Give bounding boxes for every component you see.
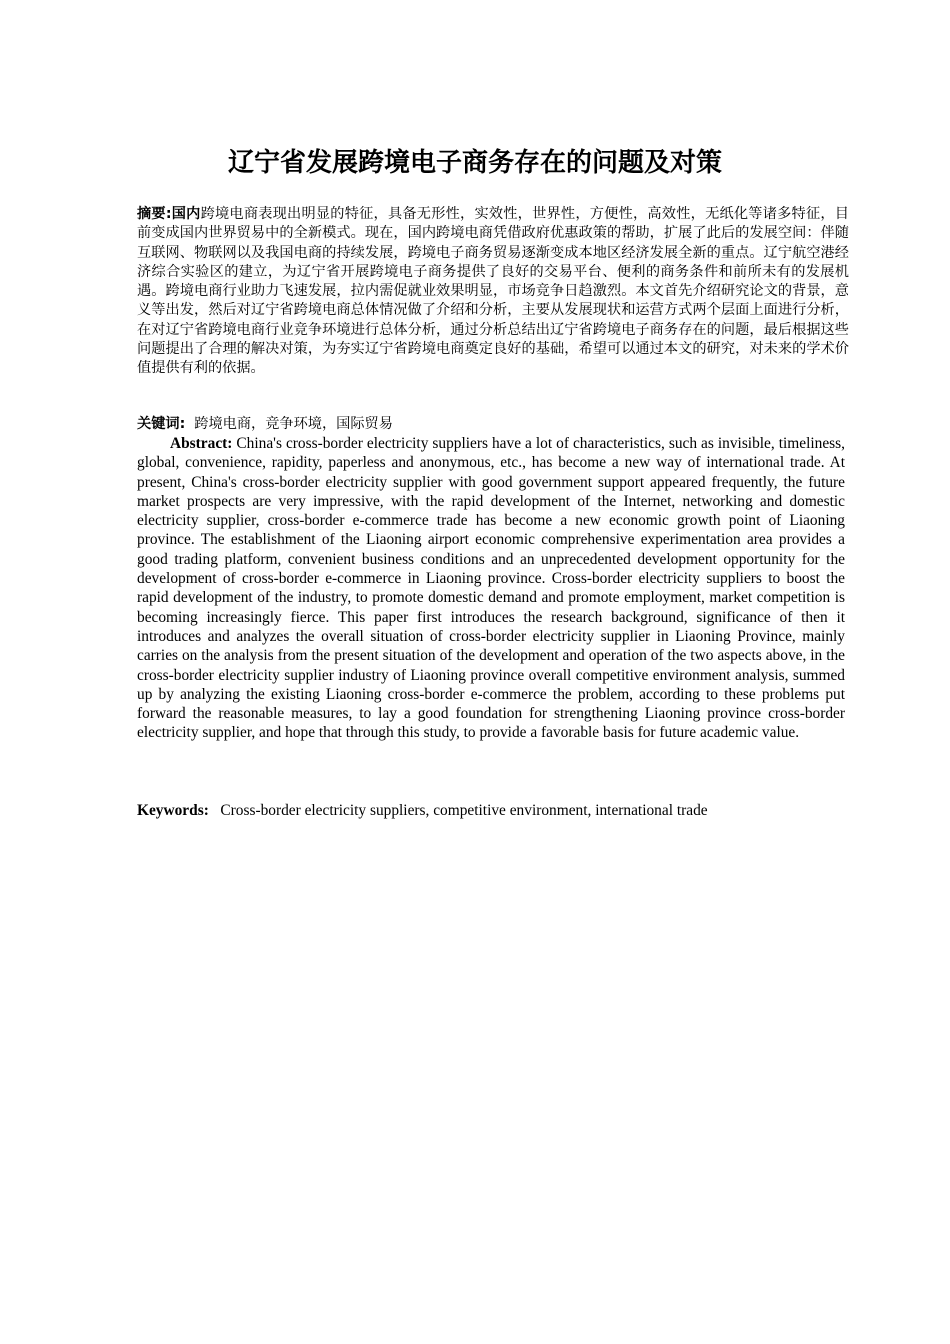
chinese-abstract-body: 跨境电商表现出明显的特征，具备无形性，实效性，世界性，方便性，高效性，无纸化等诸多特征，目前变成国内世界贸易中的全新模式。现在，国内跨境电商凭借政府优惠政策的帮助，扩展了此后的发展空间：伴随互联网、物联网以及我国电商的持续发展，跨境电子商务贸易逐渐变成本地区经济发展全新的重点。辽宁航空港经济综合实验区的建立，为辽宁省开展跨境电子商务提供了良好的交易平台、便利的商务条件和前所未有的发展机遇。跨境电商行业助力飞速发展，拉内需促就业效果明显，市场竞争日趋激烈。本文首先介绍研究论文的背景，意义等出发，然后对辽宁省跨境电商总体情况做了介绍和分析，主要从发展现状和运营方式两个层面上面进行分析，在对辽宁省跨境电商行业竞争环境进行总体分析，通过分析总结出辽宁省跨境电子商务存在的问题，最后根据这些问题提出了合理的解决对策，为夯实辽宁省跨境电商奠定良好的基础，希望可以通过本文的研究，对未来的学术价值提供有利的依据。 [137, 206, 849, 377]
chinese-abstract-lead: 国内 [171, 206, 201, 222]
english-keywords-body: Cross-border electricity suppliers, competitive environment, international trade [220, 802, 708, 819]
chinese-abstract-label: 摘要: [137, 206, 172, 222]
english-keywords-label: Keywords: [137, 802, 209, 819]
english-abstract-label: Abstract: [170, 435, 233, 452]
english-keywords [137, 801, 849, 821]
chinese-keywords [137, 414, 849, 434]
chinese-keywords-body: 跨境电商，竞争环境，国际贸易 [194, 416, 393, 432]
page-title: 辽宁省发展跨境电子商务存在的问题及对策 [227, 148, 722, 178]
english-abstract-body: China's cross-border electricity suppliers have a lot of characteristics, such as invisible, timeliness, global, convenience, rapidity, paperless and anonymous, etc., has become a new way of international trade. At present, China's cross-border electricity supplier with good government support appeared frequently, the future market prospects are very impressive, with the rapid development of the Internet, networking and domestic electricity supplier, cross-border e-commerce trade has become a new economic growth point of Liaoning province. The establishment of the Liaoning airport economic comprehensive experimentation area provides a good trading platform, convenient business conditions and an unprecedented development opportunity for the development of cross-border e-commerce in Liaoning province. Cross-border electricity suppliers to boost the rapid development of the industry, to promote domestic demand and promote employment, market competition is becoming increasingly fierce. This paper first introduces the research background, significance of then it introduces and analyzes the overall situation of cross-border electricity supplier in Liaoning Province, mainly carries on the analysis from the present situation of the development and operation of the two aspects above, in the cross-border electricity supplier industry of Liaoning province overall competitive environment analysis, summed up by analyzing the existing Liaoning cross-border e-commerce the problem, according to these problems put forward the reasonable measures, to lay a good foundation for strengthening Liaoning province cross-border electricity supplier, and hope that through this study, to provide a favorable basis for future academic value. [137, 435, 845, 742]
chinese-keywords-label: 关键词: [137, 416, 186, 432]
english-abstract [137, 434, 845, 743]
chinese-abstract [137, 205, 849, 379]
